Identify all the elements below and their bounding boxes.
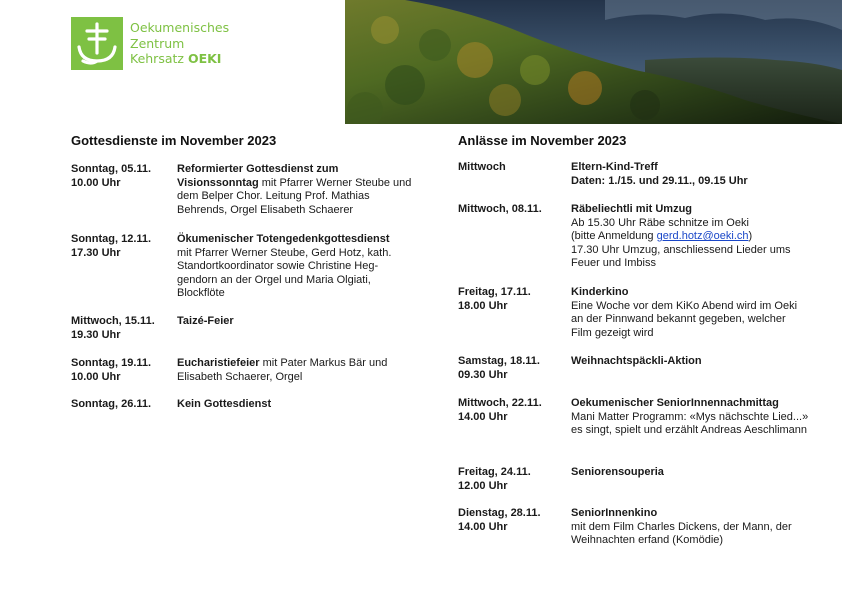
event-description: mit Pfarrer Werner Steube, Gerd Hotz, kath. Standortkoordinator sowie Christine Heg-gendorn an der Orgel und Maria Olgiati, Blockflöte (177, 246, 392, 300)
event-date: Mittwoch (458, 161, 506, 173)
event-date: Mittwoch, 22.11. (458, 397, 542, 409)
right-event-3-when (458, 286, 531, 313)
right-event-5-when (458, 397, 542, 424)
event-title: Eucharistiefeier (177, 357, 260, 369)
event-time: 10.00 Uhr (71, 176, 121, 189)
event-date: Samstag, 18.11. (458, 355, 540, 367)
event-title: Kinderkino (571, 286, 629, 298)
event-title: Seniorensouperia (571, 466, 664, 478)
event-time: 14.00 Uhr (458, 520, 508, 533)
logo-line-3-abbr: OEKI (187, 51, 222, 66)
event-title: Eltern-Kind-Treff (571, 161, 658, 173)
left-event-1-what (177, 163, 417, 217)
event-description: Mani Matter Programm: «Mys nächschte Lied...» es singt, spielt und erzählt Andreas Aeschlimann (571, 410, 809, 437)
left-event-3-when (71, 315, 155, 342)
right-event-1-what (571, 161, 806, 188)
right-event-4-what (571, 355, 806, 369)
right-event-1-when (458, 161, 506, 175)
event-title: Kein Gottesdienst (177, 398, 272, 410)
registration-prefix: (bitte Anmeldung (571, 230, 657, 243)
left-event-4-what (177, 357, 417, 384)
event-date: Sonntag, 05.11. (71, 163, 152, 175)
event-description: Eine Woche vor dem KiKo Abend wird im Oeki an der Pinnwand bekannt gegeben, welcher Film gezeigt wird (571, 299, 798, 339)
left-event-2-when (71, 233, 151, 260)
event-date: Freitag, 24.11. (458, 466, 531, 478)
forest-hillside-photo (345, 0, 842, 124)
event-description: Daten: 1./15. und 29.11., 09.15 Uhr (571, 174, 748, 187)
event-title: Reformierter Gottesdienst zum Visionssonntag (177, 163, 339, 189)
left-event-3-what (177, 315, 417, 329)
left-event-5-what (177, 398, 417, 412)
right-event-2-what (571, 203, 801, 271)
event-time: 14.00 Uhr (458, 410, 508, 423)
event-date: Sonntag, 19.11. (71, 357, 152, 369)
email-link[interactable]: gerd.hotz@oeki.ch (656, 230, 749, 243)
event-time: 18.00 Uhr (458, 299, 508, 312)
right-column-title: Anlässe im November 2023 (458, 133, 627, 148)
right-event-2-when (458, 203, 542, 217)
event-title: Räbeliechtli mit Umzug (571, 203, 693, 215)
event-title: Oekumenischer SeniorInnennachmittag (571, 397, 779, 409)
event-title: SeniorInnenkino (571, 507, 658, 519)
event-description-line-2 (571, 230, 801, 244)
event-description-line-1: Ab 15.30 Uhr Räbe schnitze im Oeki (571, 216, 749, 229)
event-date: Sonntag, 12.11. (71, 233, 152, 245)
right-event-4-when (458, 355, 540, 382)
logo-line-3-place: Kehrsatz (130, 51, 188, 66)
right-event-7-when (458, 507, 541, 534)
event-description: mit Pater Markus Bär und Elisabeth Schaerer, Orgel (177, 357, 388, 383)
event-time: 09.30 Uhr (458, 368, 508, 381)
event-time: 10.00 Uhr (71, 370, 121, 383)
right-event-6-when (458, 466, 531, 493)
logo-line-1: Oekumenisches (130, 20, 230, 35)
event-time: 12.00 Uhr (458, 479, 508, 492)
left-event-5-when (71, 398, 151, 412)
right-event-6-what (571, 466, 806, 480)
event-description: mit Pfarrer Werner Steube und dem Belper Chor. Leitung Prof. Mathias Behrends, Orgel Elisabeth Schaerer (177, 176, 412, 216)
event-description-line-3: 17.30 Uhr Umzug, anschliessend Lieder ums Feuer und Imbiss (571, 243, 791, 270)
event-date: Dienstag, 28.11. (458, 507, 541, 519)
event-date: Mittwoch, 15.11. (71, 315, 155, 327)
oeki-logo (71, 17, 123, 70)
right-event-7-what (571, 507, 801, 548)
event-description: mit dem Film Charles Dickens, der Mann, der Weihnachten erfand (Komödie) (571, 520, 792, 547)
event-title: Weihnachtspäckli-Aktion (571, 355, 702, 367)
left-event-2-what (177, 233, 417, 301)
left-column-title: Gottesdienste im November 2023 (71, 133, 277, 148)
event-title: Ökumenischer Totengedenkgottesdienst (177, 233, 390, 245)
left-event-4-when (71, 357, 151, 384)
cross-anchor-icon (71, 17, 123, 70)
registration-suffix: ) (748, 230, 753, 243)
logo-line-3 (130, 51, 229, 67)
event-time: 19.30 Uhr (71, 328, 121, 341)
event-date: Freitag, 17.11. (458, 286, 531, 298)
event-date: Sonntag, 26.11. (71, 398, 152, 410)
event-time: 17.30 Uhr (71, 246, 121, 259)
left-event-1-when (71, 163, 151, 190)
logo-wordmark (130, 20, 229, 67)
right-event-5-what (571, 397, 811, 438)
logo-line-2: Zentrum (130, 35, 185, 51)
event-title: Taizé-Feier (177, 315, 234, 327)
right-event-3-what (571, 286, 801, 340)
event-date: Mittwoch, 08.11. (458, 203, 542, 215)
